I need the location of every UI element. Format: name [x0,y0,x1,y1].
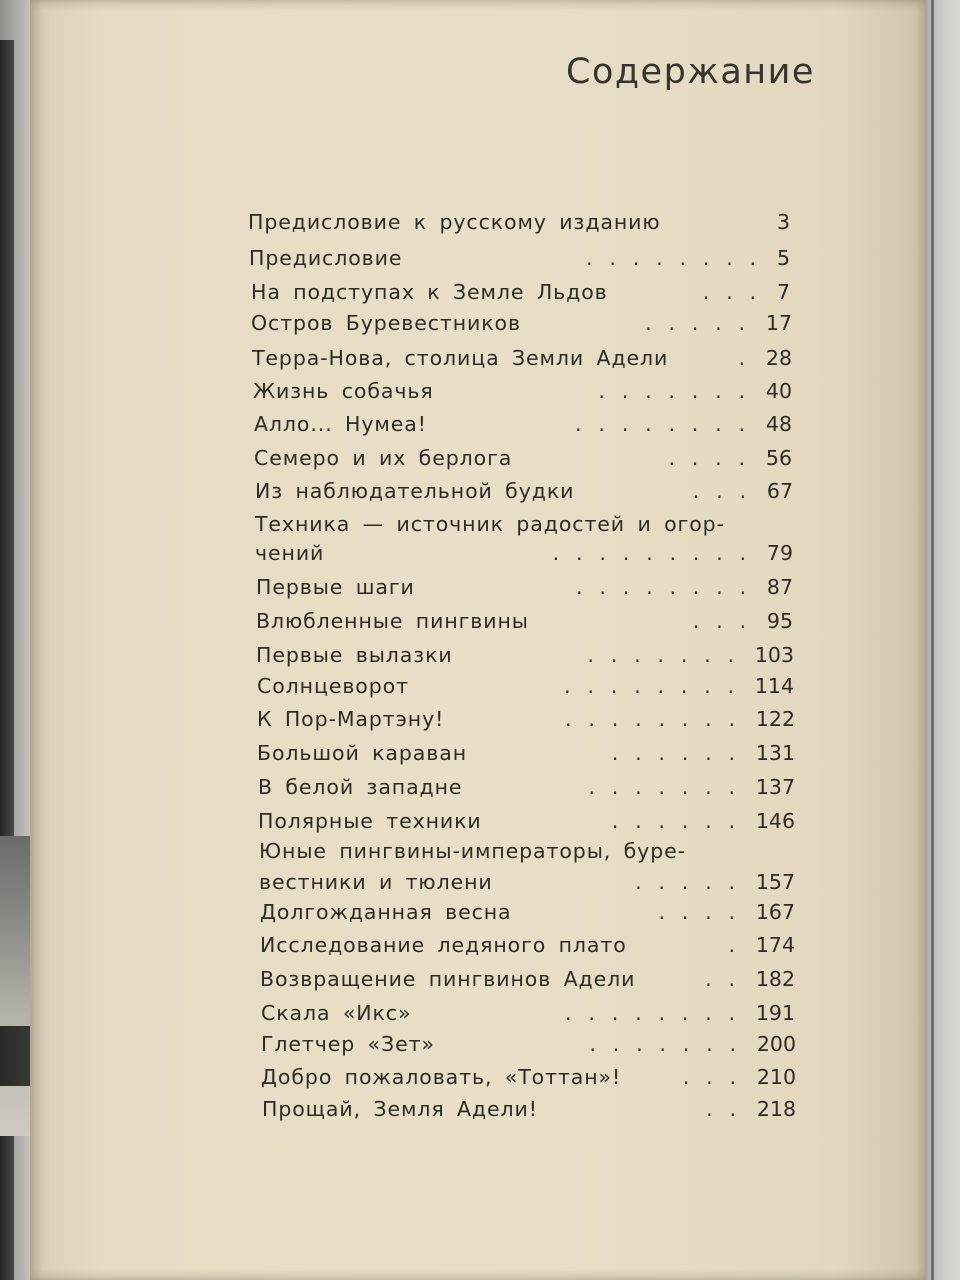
page-title: Содержание [566,52,815,92]
toc-page-number: 87 [766,575,793,599]
toc-leader-dots: . [728,933,752,957]
toc-entry-title: Алло... Нумеа! [254,412,427,436]
toc-page-number: 218 [756,1097,796,1121]
toc-leader-dots: ........ [576,575,763,599]
toc-entry-title: Предисловие [249,246,403,270]
toc-leader-dots: ........ [565,707,752,731]
toc-entry-title: Семеро и их берлога [254,446,513,470]
toc-entry-title: В белой западне [258,775,463,799]
toc-page-number: 67 [766,479,793,503]
toc-entry-title: Техника — источник радостей и огор- [255,512,725,536]
toc-page-number: 137 [755,775,795,799]
toc-leader-dots: ..... [635,870,752,894]
toc-entry-title: Предисловие к русскому изданию [248,210,661,234]
toc-entry-title: Долгожданная весна [260,900,512,924]
toc-leader-dots: ... [682,1065,753,1089]
toc-page-number: 182 [755,967,795,991]
toc-page-number: 3 [776,210,790,234]
toc-leader-dots: ... [692,609,763,633]
toc-leader-dots: ...... [611,741,752,765]
toc-entry-title: Остров Буревестников [251,311,521,335]
toc-entry-title: Первые шаги [256,575,415,599]
toc-entry-title: Глетчер «Зет» [261,1032,435,1056]
toc-page-number: 114 [754,674,794,698]
toc-entry-title: вестники и тюлени [259,870,493,894]
toc-entry-title: Из наблюдательной будки [255,479,575,503]
toc-leader-dots: ... [692,479,763,503]
toc-entry-title: Юные пингвины-императоры, буре- [259,839,686,863]
toc-page-number: 103 [754,643,794,667]
toc-page-number: 200 [756,1032,796,1056]
toc-entry-title: Первые вылазки [256,643,453,667]
toc-page-number: 40 [765,379,792,403]
toc-page-number: 56 [765,446,792,470]
toc-leader-dots: ....... [598,379,762,403]
toc-page-number: 131 [755,741,795,765]
toc-leader-dots: ... [702,280,773,304]
toc-entry-title: Большой караван [257,741,467,765]
toc-page-number: 79 [766,541,793,565]
toc-page-number: 167 [755,900,795,924]
toc-leader-dots: ........ [565,1001,752,1025]
toc-leader-dots: ........ [564,674,751,698]
toc-leader-dots: ......... [552,541,763,565]
toc-entry-title: Исследование ледяного плато [260,933,627,957]
toc-entry-title: К Пор-Мартэну! [257,707,445,731]
toc-leader-dots: .. [706,1097,753,1121]
toc-page-number: 210 [756,1065,796,1089]
toc-leader-dots: ...... [611,809,752,833]
toc-leader-dots: ........ [586,246,773,270]
toc-page-number: 5 [776,246,790,270]
toc-entry-title: Возвращение пингвинов Адели [260,967,636,991]
toc-leader-dots: . [738,346,762,370]
toc-leader-dots: .. [705,967,752,991]
toc-page-number: 157 [755,870,795,894]
toc-page-number: 28 [765,346,792,370]
toc-entry-title: чений [255,541,325,565]
toc-leader-dots: .... [658,900,752,924]
toc-page-number: 146 [755,809,795,833]
toc-entry-title: Влюбленные пингвины [256,609,529,633]
toc-page-number: 17 [765,311,792,335]
toc-leader-dots: ..... [645,311,762,335]
toc-entry-title: На подступах к Земле Льдов [251,280,608,304]
toc-entry-title: Терра-Нова, столица Земли Адели [252,346,669,370]
toc-page-number: 174 [755,933,795,957]
toc-leader-dots: ....... [589,1032,753,1056]
toc-page-number: 122 [755,707,795,731]
toc-entry-title: Солнцеворот [257,674,409,698]
toc-leader-dots: ....... [587,643,751,667]
toc-page-number: 7 [776,280,790,304]
toc-page-number: 95 [766,609,793,633]
toc-page-number: 48 [765,412,792,436]
toc-leader-dots: ....... [588,775,752,799]
toc-entry-title: Добро пожаловать, «Тоттан»! [261,1065,622,1089]
toc-entry-title: Скала «Икс» [261,1001,412,1025]
toc-leader-dots: ........ [575,412,762,436]
toc-page-number: 191 [755,1001,795,1025]
toc-entry-title: Полярные техники [258,809,482,833]
toc-leader-dots: .... [668,446,762,470]
toc-entry-title: Жизнь собачья [253,379,434,403]
toc-entry-title: Прощай, Земля Адели! [262,1097,538,1121]
